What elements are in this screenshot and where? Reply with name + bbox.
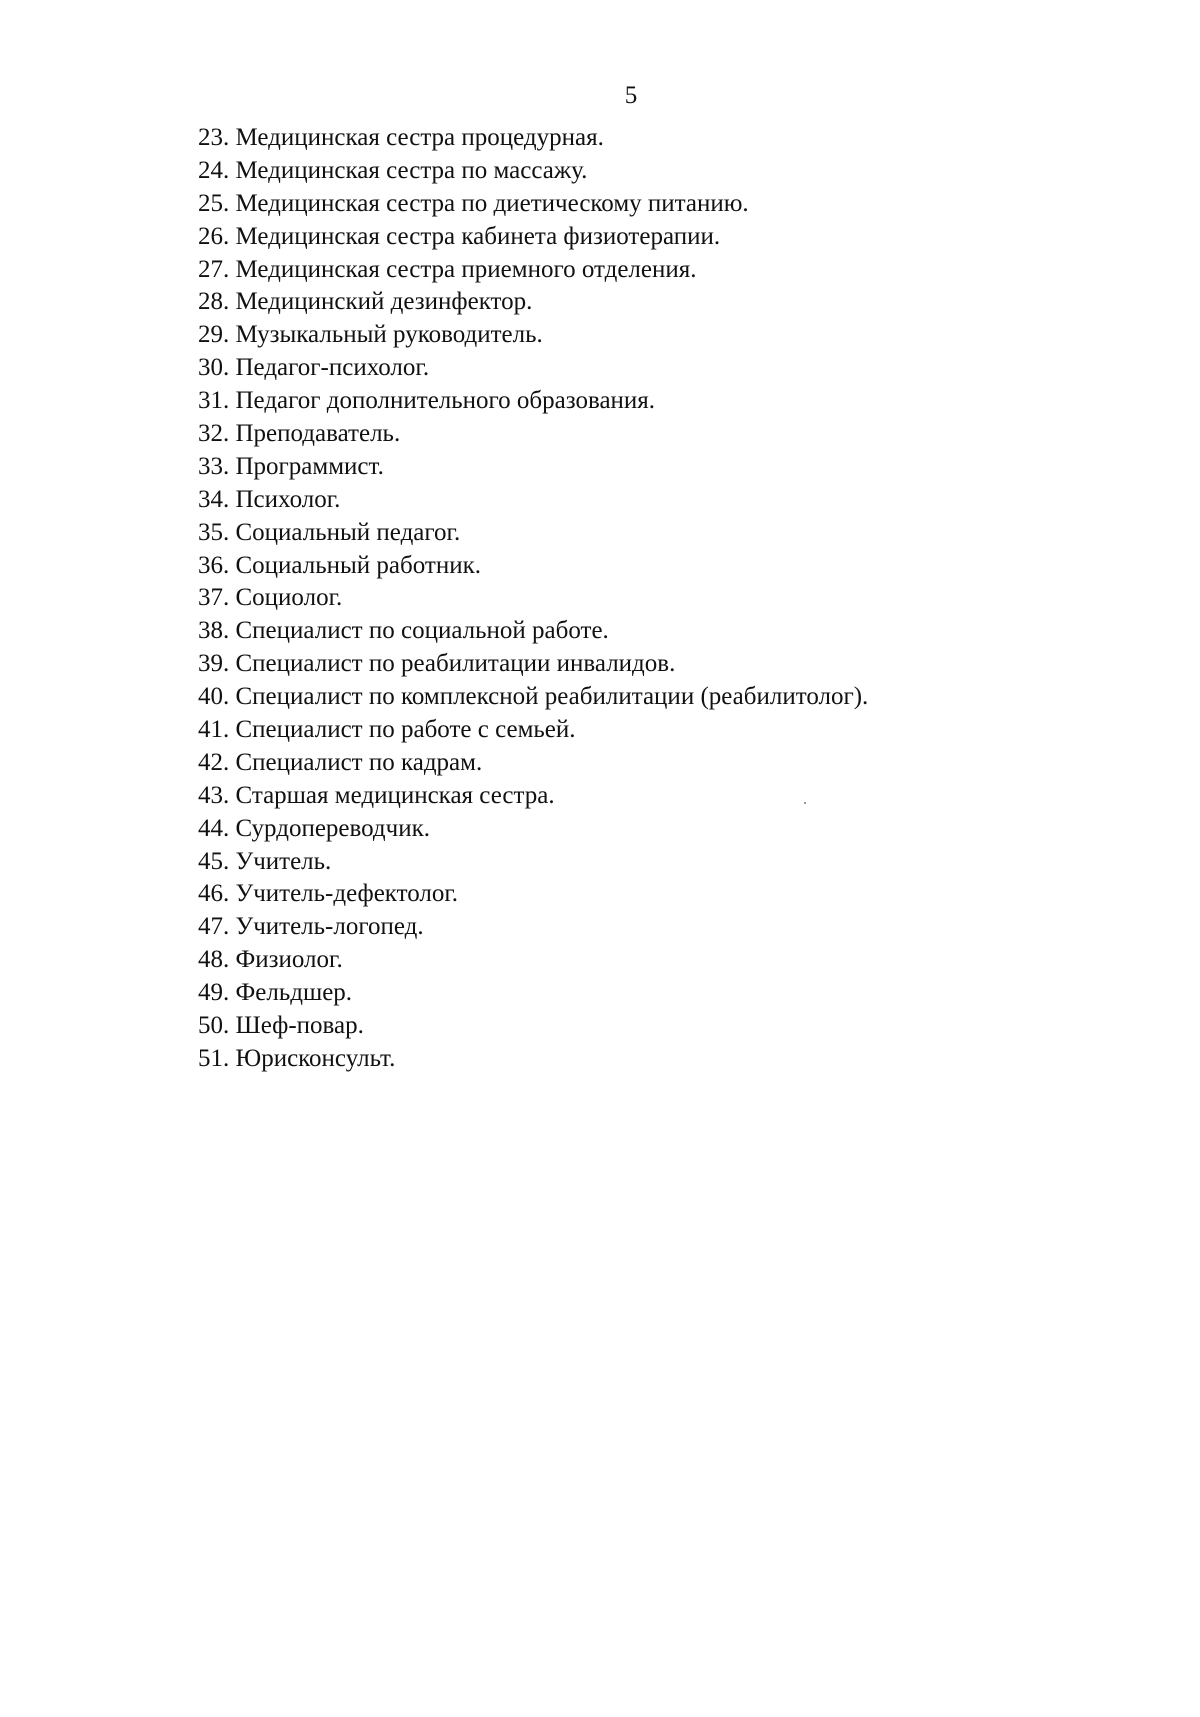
list-item-number: 34. — [198, 485, 230, 513]
list-item-text: Шеф-повар. — [235, 1012, 364, 1040]
list-item-text: Фельдшер. — [235, 979, 353, 1007]
list-item — [198, 550, 868, 583]
list-item — [198, 747, 868, 780]
list-item-number: 48. — [198, 946, 230, 974]
list-item — [198, 813, 868, 846]
list-item-text: Медицинский дезинфектор. — [235, 288, 533, 316]
list-item — [198, 122, 868, 155]
list-item — [198, 484, 868, 517]
list-item-text: Специалист по социальной работе. — [235, 617, 609, 645]
list-item-number: 47. — [198, 913, 230, 941]
list-item-number: 31. — [198, 387, 230, 415]
list-item-text: Старшая медицинская сестра. — [235, 781, 555, 809]
list-item-text: Педагог дополнительного образования. — [235, 387, 656, 415]
list-item-number: 27. — [198, 255, 230, 283]
list-item — [198, 286, 868, 319]
list-item-number: 26. — [198, 222, 230, 250]
list-item — [198, 1043, 868, 1076]
list-item-text: Специалист по реабилитации инвалидов. — [235, 650, 676, 678]
list-item-number: 46. — [198, 880, 230, 908]
list-item-number: 33. — [198, 452, 230, 480]
list-item — [198, 648, 868, 681]
list-item-number: 25. — [198, 189, 230, 217]
list-item — [198, 911, 868, 944]
list-item — [198, 846, 868, 879]
list-item-text: Специалист по комплексной реабилитации (реабилитолог). — [235, 683, 869, 711]
list-item-text: Физиолог. — [235, 946, 343, 974]
list-item-text: Специалист по кадрам. — [235, 748, 483, 776]
list-item-number: 45. — [198, 847, 230, 875]
list-item-text: Медицинская сестра процедурная. — [235, 124, 604, 151]
list-item-number: 40. — [198, 683, 230, 711]
list-item-number: 51. — [198, 1044, 230, 1072]
list-item-text: Учитель. — [235, 847, 332, 875]
list-item-number: 49. — [198, 979, 230, 1007]
list-item — [198, 319, 868, 352]
list-item-text: Психолог. — [235, 485, 341, 513]
list-item-number: 44. — [198, 814, 230, 842]
list-item-number: 32. — [198, 420, 230, 448]
list-item-number: 24. — [198, 156, 230, 184]
list-item-number: 42. — [198, 748, 230, 776]
list-item-number: 30. — [198, 354, 230, 382]
list-item-number: 39. — [198, 650, 230, 678]
list-item-number: 41. — [198, 716, 230, 744]
list-item — [198, 188, 868, 221]
list-item — [198, 418, 868, 451]
list-item — [198, 681, 868, 714]
list-item-text: Юрисконсульт. — [235, 1044, 396, 1072]
scan-speck — [804, 802, 806, 804]
list-item — [198, 615, 868, 648]
list-item — [198, 780, 868, 813]
list-item-number: 37. — [198, 584, 230, 612]
list-item — [198, 221, 868, 254]
list-item — [198, 451, 868, 484]
list-item-text: Программист. — [235, 452, 384, 480]
list-item-text: Учитель-дефектолог. — [235, 880, 459, 908]
list-item-text: Педагог-психолог. — [235, 354, 430, 382]
list-item-text: Медицинская сестра кабинета физиотерапии. — [235, 222, 721, 250]
list-item-number: 50. — [198, 1012, 230, 1040]
list-item-text: Преподаватель. — [235, 420, 401, 448]
list-item — [198, 1010, 868, 1043]
list-item-text: Социальный работник. — [235, 551, 481, 579]
list-item-number: 23. — [198, 124, 230, 151]
list-item-number: 29. — [198, 321, 230, 349]
list-item — [198, 155, 868, 188]
list-item — [198, 878, 868, 911]
list-item-number: 43. — [198, 781, 230, 809]
list-item-text: Социальный педагог. — [235, 518, 461, 546]
list-item-text: Социолог. — [235, 584, 343, 612]
list-item-text: Медицинская сестра по диетическому питанию. — [235, 189, 749, 217]
list-item — [198, 352, 868, 385]
list-item-number: 36. — [198, 551, 230, 579]
list-item — [198, 582, 868, 615]
list-item — [198, 517, 868, 550]
list-item-number: 38. — [198, 617, 230, 645]
list-item-text: Медицинская сестра по массажу. — [235, 156, 588, 184]
list-item-text: Сурдопереводчик. — [235, 814, 430, 842]
list-item — [198, 714, 868, 747]
list-item — [198, 977, 868, 1010]
position-list — [198, 122, 868, 1076]
list-item-text: Учитель-логопед. — [235, 913, 424, 941]
list-item-text: Музыкальный руководитель. — [235, 321, 543, 349]
list-item-text: Медицинская сестра приемного отделения. — [235, 255, 697, 283]
list-item-text: Специалист по работе с семьей. — [235, 716, 576, 744]
list-item — [198, 385, 868, 418]
list-item — [198, 254, 868, 287]
list-item — [198, 944, 868, 977]
page-number: 5 — [624, 82, 638, 109]
list-item-number: 35. — [198, 518, 230, 546]
list-item-number: 28. — [198, 288, 230, 316]
